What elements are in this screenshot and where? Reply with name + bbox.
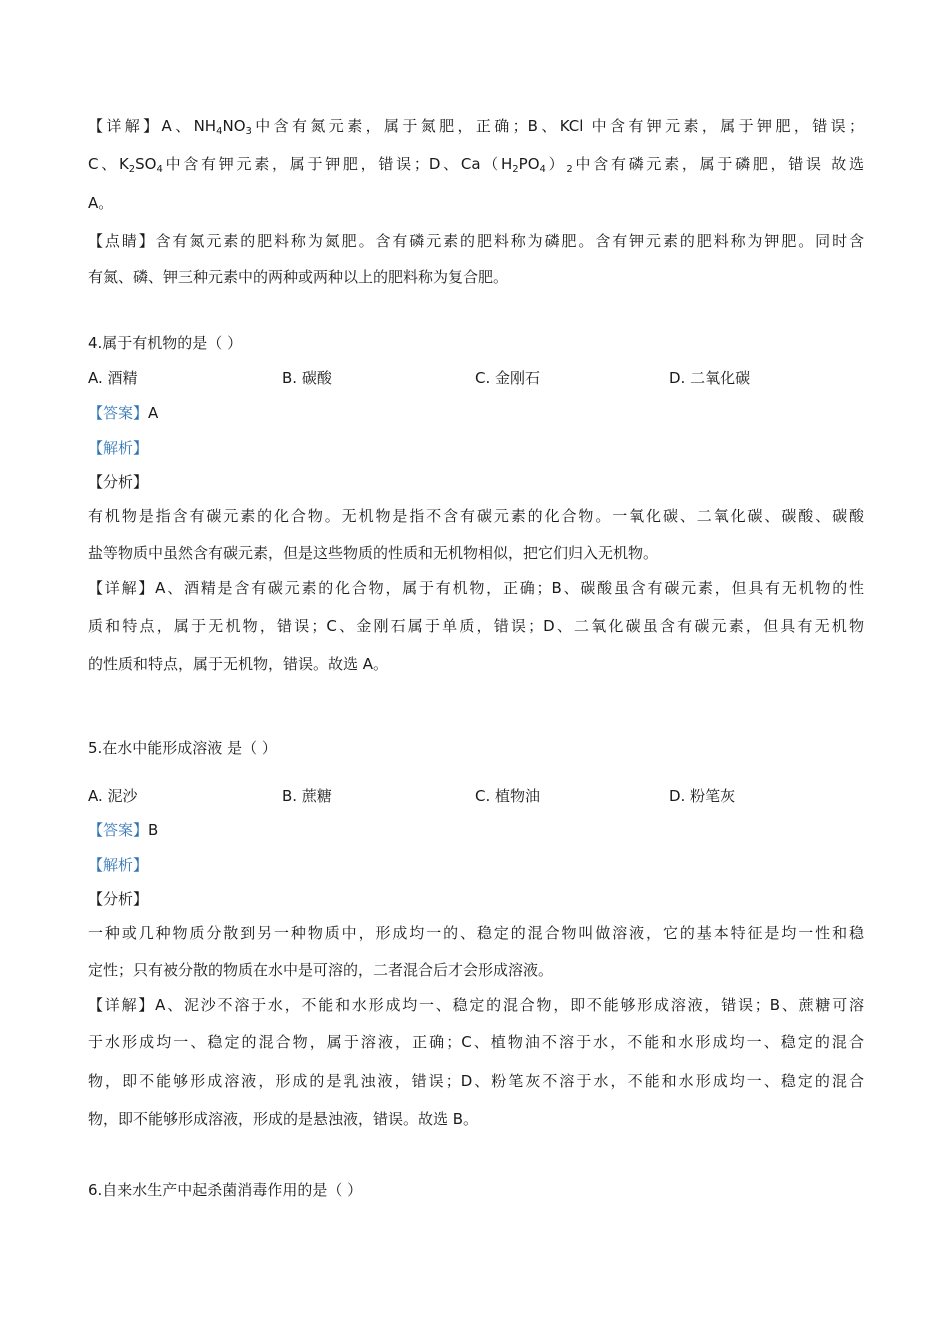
q4-option-b: B. 碳酸 bbox=[282, 369, 332, 387]
q4-option-d: D. 二氧化碳 bbox=[669, 369, 751, 387]
q5-fenxi-label: 【分析】 bbox=[88, 890, 149, 908]
q4-jiexi-label: 【解析】 bbox=[88, 439, 149, 457]
q4-analysis-line-2: 盐等物质中虽然含有碳元素，但是这些物质的性质和无机物相似，把它们归入无机物。 bbox=[88, 544, 659, 562]
q4-detail-line-1: 【详解】A、酒精是含有碳元素的化合物，属于有机物，正确；B、碳酸虽含有碳元素，但具有无机物的性 bbox=[88, 579, 864, 597]
question-4-stem: 4.属于有机物的是（ ） bbox=[88, 334, 243, 352]
q4-fenxi-label: 【分析】 bbox=[88, 473, 149, 491]
q5-detail-line-1: 【详解】A、泥沙不溶于水，不能和水形成均一、稳定的混合物，即不能够形成溶液，错误；B、蔗糖可溶 bbox=[88, 996, 864, 1014]
q5-option-d: D. 粉笔灰 bbox=[669, 787, 736, 805]
q5-option-a: A. 泥沙 bbox=[88, 787, 138, 805]
q5-analysis-line-1: 一种或几种物质分散到另一种物质中，形成均一的、稳定的混合物叫做溶液，它的基本特征是均一性和稳 bbox=[88, 924, 864, 942]
q5-answer: 【答案】B bbox=[88, 821, 159, 839]
q4-detail-line-3: 的性质和特点，属于无机物，错误。故选 A。 bbox=[88, 655, 389, 673]
q4-analysis-line-1: 有机物是指含有碳元素的化合物。无机物是指不含有碳元素的化合物。一氧化碳、二氧化碳、碳酸、碳酸 bbox=[88, 507, 864, 525]
q5-detail-line-3: 物，即不能够形成溶液，形成的是乳浊液，错误；D、粉笔灰不溶于水，不能和水形成均一、稳定的混合 bbox=[88, 1072, 864, 1090]
detail-line-1: 【详解】A、$NH_4NO_3$中含有氮元素，属于氮肥，正确；B、KCl 中含有钾元素，属于钾肥，错误； bbox=[88, 117, 864, 137]
q5-detail-line-2: 于水形成均一、稳定的混合物，属于溶液，正确；C、植物油不溶于水，不能和水形成均一、稳定的混合 bbox=[88, 1033, 864, 1051]
q4-option-c: C. 金刚石 bbox=[475, 369, 541, 387]
question-6-stem: 6.自来水生产中起杀菌消毒作用的是（ ） bbox=[88, 1181, 363, 1199]
q5-jiexi-label: 【解析】 bbox=[88, 856, 149, 874]
detail-line-3: A。 bbox=[88, 194, 114, 212]
q5-analysis-line-2: 定性；只有被分散的物质在水中是可溶的，二者混合后才会形成溶液。 bbox=[88, 961, 554, 979]
question-5-stem: 5.在水中能形成溶液 是（ ） bbox=[88, 739, 277, 757]
q5-option-c: C. 植物油 bbox=[475, 787, 541, 805]
q4-detail-line-2: 质和特点，属于无机物，错误；C、金刚石属于单质，错误；D、二氧化碳虽含有碳元素，但具有无机物 bbox=[88, 617, 864, 635]
q4-option-a: A. 酒精 bbox=[88, 369, 138, 387]
q4-answer: 【答案】A bbox=[88, 404, 159, 422]
q5-detail-line-4: 物，即不能够形成溶液，形成的是悬浊液，错误。故选 B。 bbox=[88, 1110, 479, 1128]
note-line-2: 有氮、磷、钾三种元素中的两种或两种以上的肥料称为复合肥。 bbox=[88, 268, 509, 286]
q5-option-b: B. 蔗糖 bbox=[282, 787, 332, 805]
detail-line-2: C、$K_2SO_4$中含有钾元素，属于钾肥，错误；D、$Ca(H_2PO_4)_2$中含有磷元素，属于磷肥，错误 故选 bbox=[88, 155, 864, 175]
note-line-1: 【点睛】含有氮元素的肥料称为氮肥。含有磷元素的肥料称为磷肥。含有钾元素的肥料称为钾肥。同时含 bbox=[88, 232, 864, 250]
